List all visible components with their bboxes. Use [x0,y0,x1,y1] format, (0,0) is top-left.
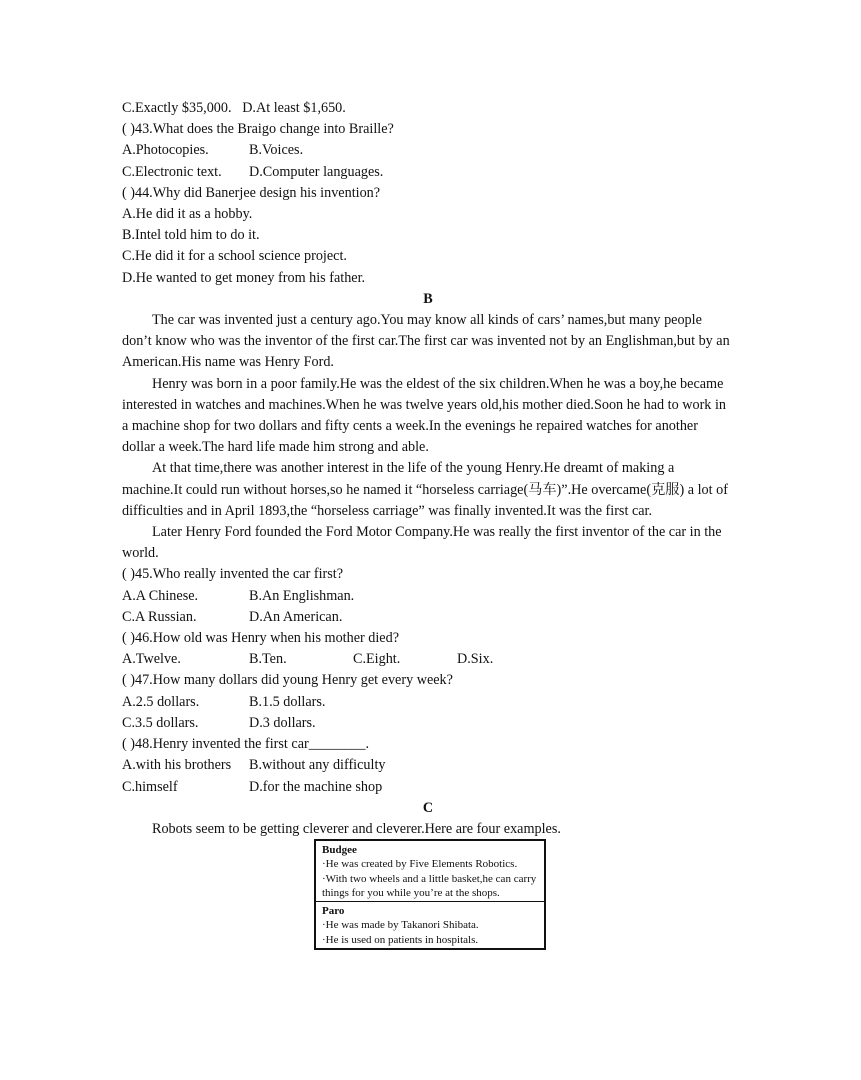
q45-option-d: D.An American. [249,608,343,625]
q45-option-a: A.A Chinese. [122,587,199,604]
robot-examples-table [314,839,546,950]
q43-options-ab [122,140,734,161]
robot-detail: ·He is used on patients in hospitals. [322,933,479,946]
q47-stem: ( )47.How many dollars did young Henry get every week? [122,672,453,689]
q47-option-a: A.2.5 dollars. [122,693,200,710]
q46-option-b: B.Ten. [249,651,287,668]
q48-option-b: B.without any difficulty [249,757,386,774]
section-b-paragraph-4: Later Henry Ford founded the Ford Motor Company.He was really the first inventor of the car in the world. [122,524,722,562]
q44-stem: ( )44.Why did Banerjee design his invention? [122,184,381,201]
q48-option-d: D.for the machine shop [249,778,383,795]
q45-option-c: C.A Russian. [122,608,197,625]
q47-option-c: C.3.5 dollars. [122,714,199,731]
q44-option-d: D.He wanted to get money from his father. [122,269,366,286]
q47-options-ab [122,692,734,713]
q44-option-a: A.He did it as a hobby. [122,206,253,223]
q48-answer-blank: ________ [308,736,366,753]
robot-name: Paro [322,905,345,918]
q48-stem [122,734,734,755]
q48-option-c: C.himself [122,778,178,795]
q43-stem: ( )43.What does the Braigo change into Braille? [122,121,394,138]
robot-name: Budgee [322,844,357,856]
q43-option-c: C.Electronic text. [122,163,222,180]
robot-card-paro [316,901,544,948]
worksheet-page [122,98,734,840]
q45-stem: ( )45.Who really invented the car first? [122,566,343,583]
robot-detail: ·He was created by Five Elements Robotics. [322,858,518,871]
section-b-heading: B [423,290,433,307]
q45-option-b: B.An Englishman. [249,587,355,604]
q48-stem-text: ( )48.Henry invented the first car [122,736,309,753]
q47-option-d: D.3 dollars. [249,714,316,731]
q43-option-a: A.Photocopies. [122,142,209,159]
q42-options [122,98,734,119]
q48-options-ab [122,755,734,776]
q45-options-ab [122,586,734,607]
section-b-paragraph-2: Henry was born in a poor family.He was the eldest of the six children.When he was a boy,he became interested in watches and machines.When he was twelve years old,his mother died.Soon he had to work in a machine shop for two dollars and fifty cents a week.In the evenings he repaired watches for another dollar a week.The hard life made him strong and able. [122,375,726,456]
robot-detail: ·With two wheels and a little basket,he can carry things for you while you’re at the shops. [322,872,537,899]
section-b-paragraph-3: At that time,there was another interest in the life of the young Henry.He dreamt of making a machine.It could run without horses,so he named it “horseless carriage(马车)”.He overcame(克服) a lot of difficulties and in April 1893,the “horseless carriage” was finally invented.It was the first car. [122,460,728,519]
q42-option-d: D.At least $1,650. [242,100,346,116]
section-c-heading: C [422,799,434,816]
q43-option-b: B.Voices. [249,142,304,159]
q46-option-d: D.Six. [457,651,494,668]
robot-card-budgee [316,841,544,901]
q47-options-cd [122,713,734,734]
q47-option-b: B.1.5 dollars. [249,693,326,710]
q43-option-d: D.Computer languages. [249,163,384,180]
q44-option-b: B.Intel told him to do it. [122,227,260,244]
q46-options [122,649,734,670]
q43-options-cd [122,162,734,183]
q46-option-c: C.Eight. [353,651,401,668]
section-b-paragraph-1: The car was invented just a century ago.You may know all kinds of cars’ names,but many people don’t know who was the inventor of the first car.The first car was invented not by an Englishman,but by an American.His name was Henry Ford. [122,312,730,371]
section-c-intro: Robots seem to be getting cleverer and cleverer.Here are four examples. [152,820,561,837]
q46-option-a: A.Twelve. [122,651,181,668]
q48-stem-end: . [365,736,370,753]
q45-options-cd [122,607,734,628]
q42-option-c: C.Exactly $35,000. [122,100,232,116]
q48-option-a: A.with his brothers [122,757,232,774]
q48-options-cd [122,777,734,798]
q44-option-c: C.He did it for a school science project. [122,248,347,265]
robot-detail: ·He was made by Takanori Shibata. [322,919,479,932]
q46-stem: ( )46.How old was Henry when his mother died? [122,630,399,647]
